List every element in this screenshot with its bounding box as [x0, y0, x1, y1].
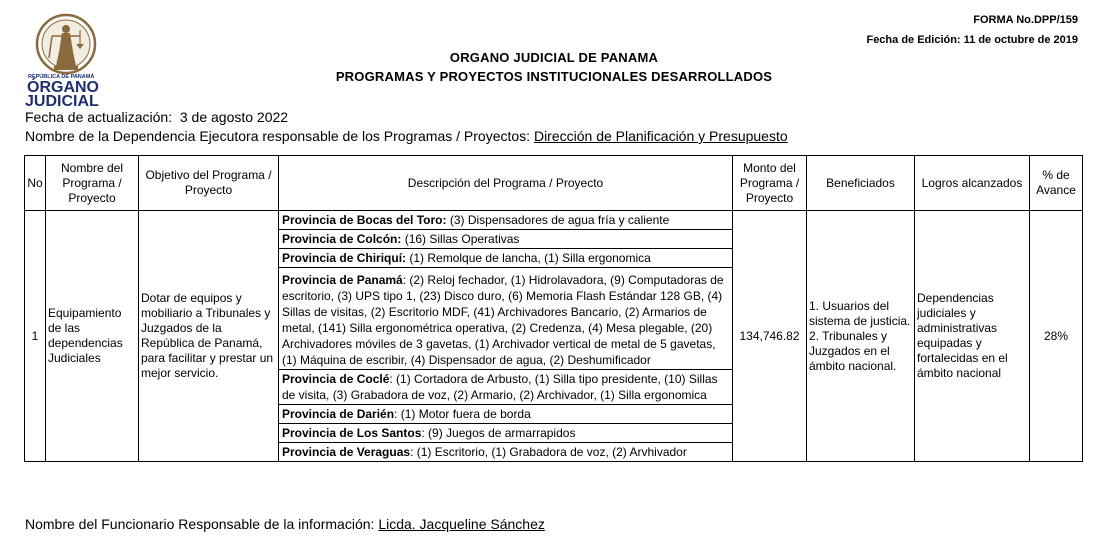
header-avance: % de Avance — [1030, 156, 1083, 211]
province-name: Provincia de Coclé — [282, 372, 390, 386]
province-name: Provincia de Los Santos — [282, 426, 422, 440]
beneficiados-item-2: 2. Tribunales y Juzgados en el ámbito nacional. — [809, 328, 897, 373]
dependency-value: Dirección de Planificación y Presupuesto — [533, 128, 788, 144]
header-no: No — [25, 156, 46, 211]
province-item — [279, 370, 732, 405]
beneficiados-item-1: 1. Usuarios del sistema de justicia. — [809, 298, 911, 328]
province-item — [279, 424, 732, 443]
edition-date-value: 11 de octubre de 2019 — [963, 34, 1078, 46]
cell-nombre: Equipamiento de las dependencias Judiciales — [46, 211, 139, 462]
programs-table — [24, 155, 1083, 462]
header-monto: Monto del Programa / Proyecto — [733, 156, 807, 211]
header-logros: Logros alcanzados — [915, 156, 1030, 211]
header-nombre: Nombre del Programa / Proyecto — [46, 156, 139, 211]
official-value: Licda. Jacqueline Sánchez — [378, 516, 545, 532]
header-beneficiados: Beneficiados — [807, 156, 915, 211]
header-objetivo: Objetivo del Programa / Proyecto — [139, 156, 279, 211]
province-item — [279, 405, 732, 424]
province-detail: : (1) Escritorio, (1) Grabadora de voz, (2) Arvhivador — [410, 445, 687, 459]
province-detail: : (1) Motor fuera de borda — [394, 407, 531, 421]
page-title: ORGANO JUDICIAL DE PANAMA — [449, 50, 659, 65]
edition-date-label: Fecha de Edición: — [866, 34, 964, 46]
form-number: FORMA No.DPP/159 — [973, 14, 1078, 26]
update-date — [25, 109, 288, 125]
cell-objetivo: Dotar de equipos y mobiliario a Tribunales y Juzgados de la República de Panamá, para facilitar y prestar un mejor servicio. — [139, 211, 279, 462]
table-header-row — [25, 156, 1083, 211]
dependency-label: Nombre de la Dependencia Ejecutora responsable de los Programas / Proyectos: — [25, 128, 534, 144]
svg-text:ÓRGANO: ÓRGANO — [27, 79, 99, 96]
dependency-line — [25, 128, 788, 144]
province-item — [279, 230, 732, 249]
official-label: Nombre del Funcionario Responsable de la información: — [25, 516, 379, 532]
svg-text:JUDICIAL: JUDICIAL — [25, 93, 99, 108]
cell-no: 1 — [25, 211, 46, 462]
page-subtitle: PROGRAMAS Y PROYECTOS INSTITUCIONALES DESARROLLADOS — [335, 69, 773, 84]
province-detail: (3) Dispensadores de agua fría y caliente — [446, 213, 670, 227]
province-name: Provincia de Panamá — [282, 273, 403, 287]
province-detail: : (9) Juegos de armarrapidos — [421, 426, 576, 440]
update-date-label: Fecha de actualización: — [25, 109, 173, 125]
cell-logros: Dependencias judiciales y administrativas equipadas y fortalecidas en el ámbito nacional — [915, 211, 1030, 462]
header-descripcion: Descripción del Programa / Proyecto — [279, 156, 733, 211]
province-item — [279, 249, 732, 268]
province-item — [279, 211, 732, 230]
province-detail: : (1) Cortadora de Arbusto, (1) Silla tipo presidente, (10) Sillas de visita, (3) Grabadora de voz, (2) Armario, (2) Archivador, (1) Silla ergonomica — [282, 372, 718, 402]
province-name: Provincia de Chiriquí: — [282, 251, 407, 265]
province-detail: (16) Sillas Operativas — [401, 232, 520, 246]
province-list — [279, 211, 732, 461]
province-item — [279, 443, 732, 462]
province-name: Provincia de Bocas del Toro: — [282, 213, 447, 227]
cell-descripcion — [279, 211, 733, 462]
province-detail: (1) Remolque de lancha, (1) Silla ergonomica — [406, 251, 651, 265]
province-name: Provincia de Veraguas — [282, 445, 411, 459]
cell-beneficiados — [807, 211, 915, 462]
cell-monto: 134,746.82 — [733, 211, 807, 462]
responsible-official — [25, 516, 545, 532]
edition-date — [866, 34, 1078, 46]
svg-text:REPÚBLICA DE PANAMÁ: REPÚBLICA DE PANAMÁ — [28, 74, 95, 80]
table-row — [25, 211, 1083, 462]
province-detail: : (2) Reloj fechador, (1) Hidrolavadora, (9) Computadoras de escritorio, (3) UPS tipo 1, (23) Disco duro, (6) Memoria Flash Estándar 128 GB, (4) Sillas de visitas, (2) Escritorio MDF, (41) Archivadores Bancario, (2) Armarios de metal, (141) Silla ergonométrica operativa, (2) Credenza, (4) Mesa plegable, (20) Archivadores móviles de 3 gavetas, (1) Archivador vertical de metal de 5 gavetas, (1) Máquina de escribir, (4) Dispensador de agua, (2) Deshumificador — [282, 273, 724, 367]
province-item — [279, 268, 732, 370]
province-name: Provincia de Darién — [282, 407, 395, 421]
update-date-value: 3 de agosto 2022 — [179, 109, 289, 125]
province-name: Provincia de Colcón: — [282, 232, 402, 246]
cell-avance: 28% — [1030, 211, 1083, 462]
